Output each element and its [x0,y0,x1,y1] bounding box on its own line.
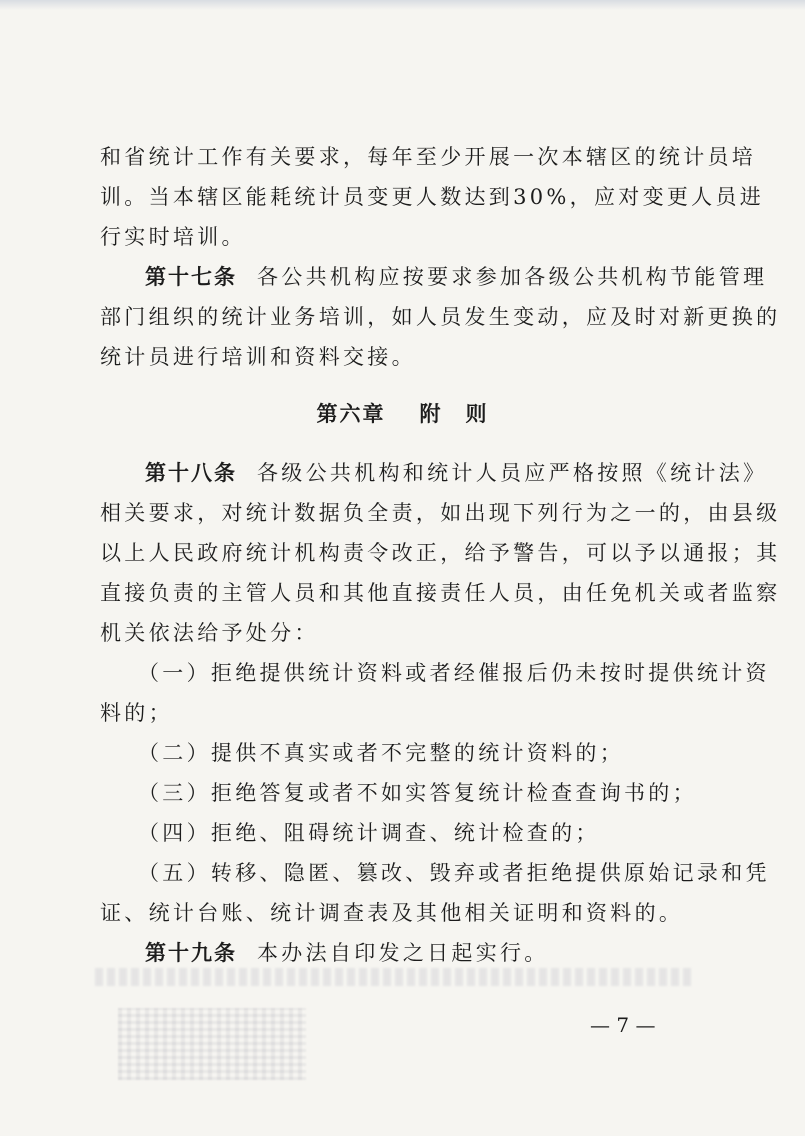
chapter-heading [0,399,805,429]
body-line: 统计员进行培训和资料交接。 [100,345,416,369]
article-17-heading: 第十七条 [145,265,237,289]
body-line: 部门组织的统计业务培训，如人员发生变动，应及时对新更换的 [100,305,781,329]
body-line: 以上人民政府统计机构责令改正，给予警告，可以予以通报；其 [100,541,781,565]
list-item: 证、统计台账、统计调查表及其他相关证明和资料的。 [100,901,684,925]
article-18-heading: 第十八条 [145,461,237,485]
body-line: 和省统计工作有关要求，每年至少开展一次本辖区的统计员培 [100,145,757,169]
article-18-text: 各级公共机构和统计人员应严格按照《统计法》 [257,461,768,485]
list-item: （四）拒绝、阻碍统计调查、统计检查的； [138,821,600,845]
list-item: （三）拒绝答复或者不如实答复统计检查查询书的； [138,781,697,805]
article-18 [145,458,805,488]
article-19 [145,938,805,968]
list-item: （一）拒绝提供统计资料或者经催报后仍未按时提供统计资 [138,661,770,685]
article-19-text: 本办法自印发之日起实行。 [257,941,549,965]
chapter-title: 附 则 [419,402,489,426]
article-17-text: 各公共机构应按要求参加各级公共机构节能管理 [257,265,768,289]
body-line: 直接负责的主管人员和其他直接责任人员，由任免机关或者监察 [100,581,781,605]
article-17 [145,262,805,292]
show-through-qr-code [118,1008,306,1080]
body-line: 训。当本辖区能耗统计员变更人数达到30%，应对变更人员进 [100,185,765,209]
page-number: — 7 — [590,1013,656,1037]
scan-edge [0,0,805,10]
show-through-text [95,968,695,986]
article-19-heading: 第十九条 [145,941,237,965]
list-item: （五）转移、隐匿、篡改、毁弃或者拒绝提供原始记录和凭 [138,861,770,885]
list-item: （二）提供不真实或者不完整的统计资料的； [138,741,624,765]
body-line: 机关依法给予处分： [100,621,319,645]
body-line: 行实时培训。 [100,225,246,249]
chapter-number: 第六章 [316,402,386,426]
list-item: 料的； [100,701,173,725]
body-line: 相关要求，对统计数据负全责，如出现下列行为之一的，由县级 [100,501,781,525]
